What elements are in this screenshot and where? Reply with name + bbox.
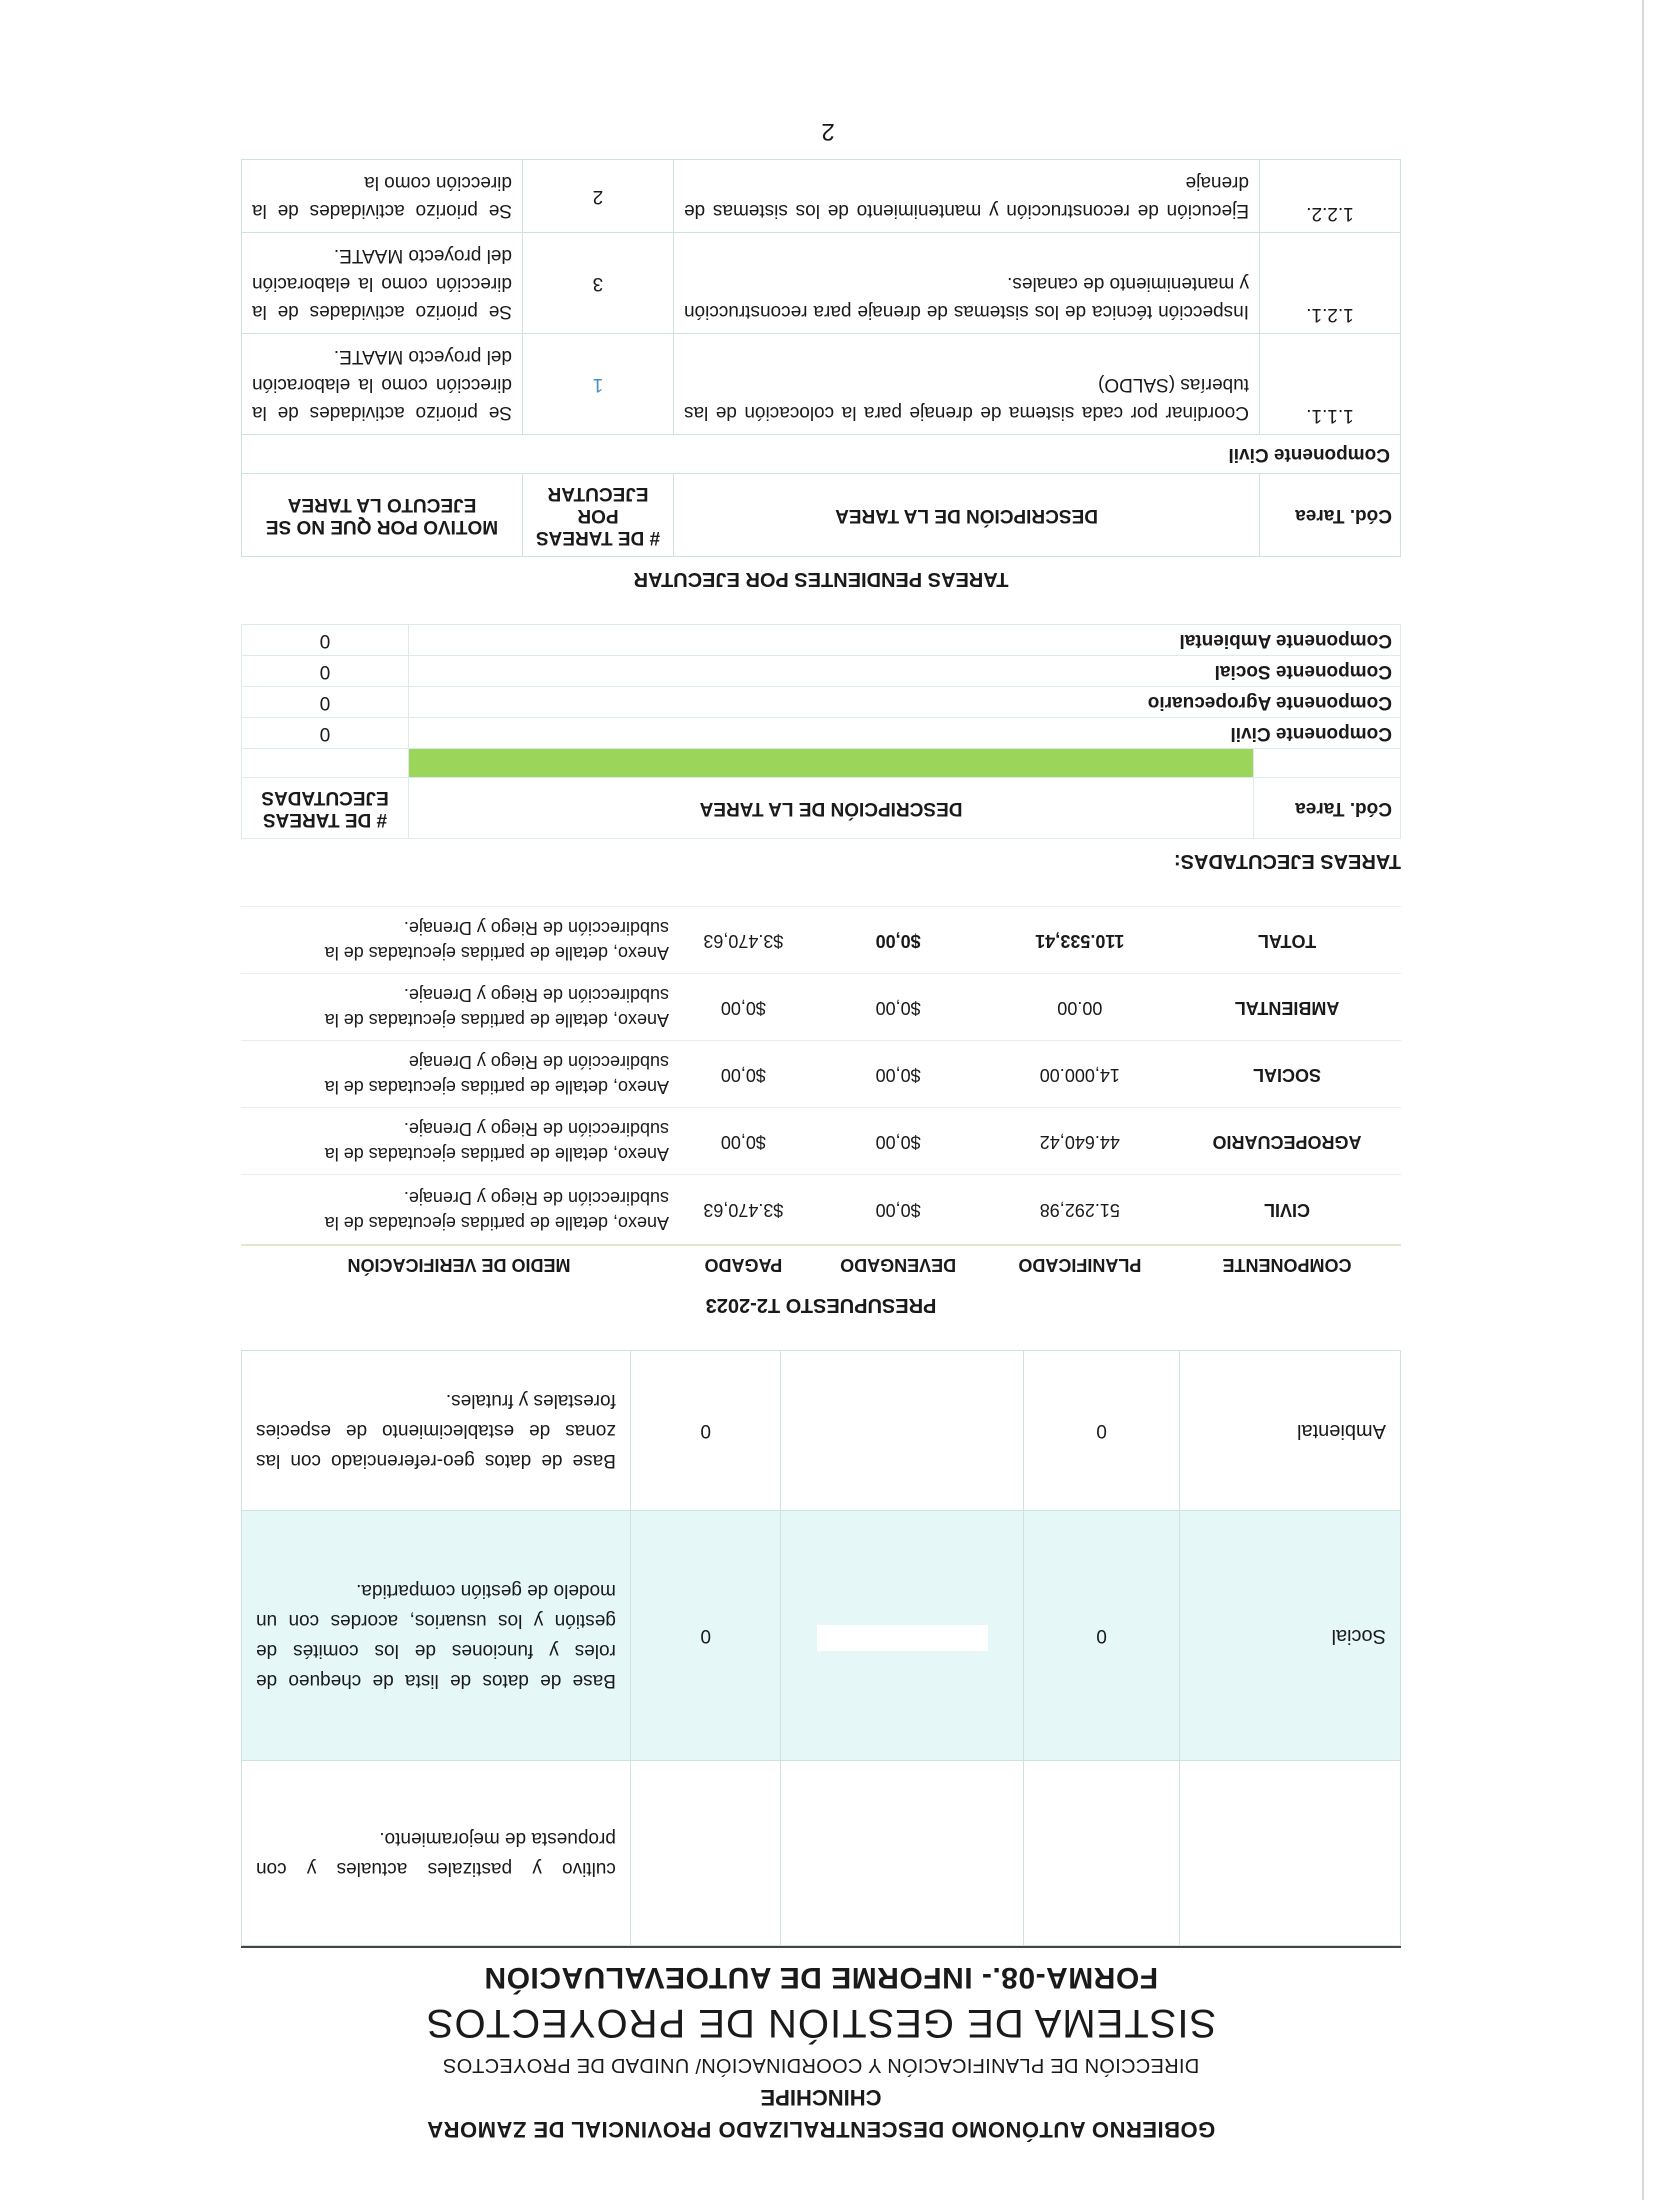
pending-motivo: Se priorizo actividades de la dirección como la <box>242 160 523 233</box>
budget-header-row <box>241 1245 1401 1283</box>
header-line-3: DIRECCIÓN DE PLANIFICACIÓN Y COORDINACIÓN/ UNIDAD DE PROYECTOS <box>442 2054 1200 2076</box>
component-value <box>1024 1761 1180 1946</box>
budget-table <box>241 907 1401 1284</box>
pending-table <box>241 160 1401 558</box>
budget-pagado: $0,00 <box>677 1108 810 1175</box>
table-row <box>242 160 1401 233</box>
header-title: SISTEMA DE GESTIÓN DE PROYECTOS <box>425 2001 1217 2045</box>
component-blank <box>781 1351 1024 1511</box>
budget-component: SOCIAL <box>1173 1041 1401 1108</box>
budget-medio: Anexo, detalle de partidas ejecutadas de la subdirección de Riego y Drenaje. <box>241 974 677 1041</box>
header-rule <box>241 1946 1401 1948</box>
budget-pagado: $0,00 <box>677 1041 810 1108</box>
budget-medio: Anexo, detalle de partidas ejecutadas de la subdirección de Riego y Drenaje. <box>241 1175 677 1245</box>
budget-component: TOTAL <box>1173 907 1401 974</box>
budget-planificado: 110.533,41 <box>987 907 1173 974</box>
table-row <box>241 1041 1401 1108</box>
executed-label: Componente Civil <box>409 718 1401 749</box>
value-text: 0 <box>700 1625 711 1647</box>
pending-header-desc: DESCRIPCIÓN DE LA TAREA <box>674 474 1260 557</box>
pending-code: 1.1.1. <box>1260 334 1401 435</box>
executed-value: 0 <box>242 625 409 656</box>
scan-edge-line <box>1642 0 1644 2200</box>
budget-devengado: $0,00 <box>810 1041 987 1108</box>
budget-devengado: $0,00 <box>810 1175 987 1245</box>
pending-code: 1.2.2. <box>1260 160 1401 233</box>
executed-label: Componente Agropecuario <box>409 687 1401 718</box>
component-description: Base de datos geo-referenciado con las zonas de establecimiento de especies forestales y frutales. <box>242 1351 631 1511</box>
pending-count: 1 <box>523 334 674 435</box>
budget-header-medio: MEDIO DE VERIFICACIÓN <box>241 1245 677 1283</box>
value-text: 0 <box>1096 1625 1107 1647</box>
components-table <box>241 1350 1401 1946</box>
executed-header-row <box>242 778 1401 839</box>
document-header <box>241 1960 1401 2142</box>
budget-devengado: $0,00 <box>810 974 987 1041</box>
budget-devengado: $0,00 <box>810 1108 987 1175</box>
component-name: Social <box>1180 1511 1401 1761</box>
budget-component: AMBIENTAL <box>1173 974 1401 1041</box>
pending-header-motivo: MOTIVO POR QUE NO SE EJECUTO LA TAREA <box>242 474 523 557</box>
pending-desc: Inspección técnica de los sistemas de drenaje para reconstrucción y mantenimiento de canales. <box>674 233 1260 334</box>
executed-blank <box>242 749 409 778</box>
budget-total-row <box>241 907 1401 974</box>
table-row <box>242 718 1401 749</box>
budget-planificado: 14,000.00 <box>987 1041 1173 1108</box>
blank-field <box>817 1626 988 1652</box>
executed-table <box>241 625 1401 840</box>
budget-header-componente: COMPONENTE <box>1173 1245 1401 1283</box>
pending-subheader-row <box>242 435 1401 474</box>
header-line-2: CHINCHIPE <box>760 2085 882 2110</box>
executed-green-row <box>242 749 1401 778</box>
component-value <box>1024 1511 1180 1761</box>
executed-header-code: Cód. Tarea <box>1254 778 1401 839</box>
pending-count: 2 <box>523 160 674 233</box>
table-row <box>242 625 1401 656</box>
pending-subheader: Componente Civil <box>242 435 1401 474</box>
executed-value: 0 <box>242 656 409 687</box>
executed-label: Componente Social <box>409 656 1401 687</box>
pending-title: TAREAS PENDIENTES POR EJECUTAR <box>633 568 1009 591</box>
executed-header-desc: DESCRIPCIÓN DE LA TAREA <box>409 778 1254 839</box>
component-value <box>630 1761 781 1946</box>
component-value: 0 <box>630 1351 781 1511</box>
component-blank <box>781 1761 1024 1946</box>
executed-label: Componente Ambiental <box>409 625 1401 656</box>
component-value: 0 <box>1024 1351 1180 1511</box>
header-subtitle: FORMA-08.- INFORME DE AUTOEVALUACIÓN <box>483 1961 1159 1994</box>
budget-component: AGROPECUARIO <box>1173 1108 1401 1175</box>
table-row <box>242 1511 1401 1761</box>
executed-value: 0 <box>242 687 409 718</box>
budget-component: CIVIL <box>1173 1175 1401 1245</box>
table-row <box>242 1761 1401 1946</box>
component-value <box>630 1511 781 1761</box>
table-row <box>242 656 1401 687</box>
budget-medio: Anexo, detalle de partidas ejecutadas de la subdirección de Riego y Drenaje <box>241 1041 677 1108</box>
budget-pagado: $3.470,63 <box>677 907 810 974</box>
header-line-1: GOBIERNO AUTÓNOMO DESCENTRALIZADO PROVINCIAL DE ZAMORA <box>426 2117 1216 2142</box>
budget-planificado: 51.292,98 <box>987 1175 1173 1245</box>
budget-header-pagado: PAGADO <box>677 1245 810 1283</box>
component-name <box>1180 1761 1401 1946</box>
pending-header-row <box>242 474 1401 557</box>
pending-header-code: Cód. Tarea <box>1260 474 1401 557</box>
page-content <box>241 160 1401 2173</box>
component-description: Base de datos de lista de chequeo de roles y funciones de los comités de gestión y los usuarios, acordes con un modelo de gestión compartida. <box>242 1511 631 1761</box>
budget-planificado: 44.640,42 <box>987 1108 1173 1175</box>
budget-pagado: $0,00 <box>677 974 810 1041</box>
pending-desc: Coordinar por cada sistema de drenaje para la colocación de las tuberías (SALDO) <box>674 334 1260 435</box>
budget-pagado: $3.470,63 <box>677 1175 810 1245</box>
executed-green-bar <box>409 749 1254 778</box>
budget-devengado: $0,00 <box>810 907 987 974</box>
table-row <box>242 233 1401 334</box>
budget-title: PRESUPUESTO T2-2023 <box>705 1294 937 1316</box>
table-row <box>242 334 1401 435</box>
pending-motivo: Se priorizo actividades de la dirección como la elaboración del proyecto MAATE. <box>242 233 523 334</box>
component-blank <box>781 1511 1024 1761</box>
budget-medio: Anexo, detalle de partidas ejecutadas de la subdirección de Riego y Drenaje. <box>241 907 677 974</box>
pending-header-count: # DE TAREAS POR EJECUTAR <box>523 474 674 557</box>
budget-header-planificado: PLANIFICADO <box>987 1245 1173 1283</box>
pending-count: 3 <box>523 233 674 334</box>
executed-header-count: # DE TAREAS EJECUTADAS <box>242 778 409 839</box>
budget-planificado: 00.00 <box>987 974 1173 1041</box>
budget-header-devengado: DEVENGADO <box>810 1245 987 1283</box>
pending-motivo: Se priorizo actividades de la dirección como la elaboración del proyecto MAATE. <box>242 334 523 435</box>
table-row <box>242 687 1401 718</box>
table-row <box>241 974 1401 1041</box>
pending-desc: Ejecución de reconstrucción y mantenimiento de los sistemas de drenaje <box>674 160 1260 233</box>
executed-value: 0 <box>242 718 409 749</box>
table-row <box>241 1108 1401 1175</box>
executed-blank <box>1254 749 1401 778</box>
budget-medio: Anexo, detalle de partidas ejecutadas de la subdirección de Riego y Drenaje. <box>241 1108 677 1175</box>
page-number: 2 <box>821 118 835 145</box>
executed-title: TAREAS EJECUTADAS: <box>1173 850 1401 873</box>
component-description: cultivo y pastizales actuales y con propuesta de mejoramiento. <box>242 1761 631 1946</box>
pending-code: 1.2.1. <box>1260 233 1401 334</box>
component-name: Ambiental <box>1180 1351 1401 1511</box>
table-row <box>242 1351 1401 1511</box>
table-row <box>241 1175 1401 1245</box>
